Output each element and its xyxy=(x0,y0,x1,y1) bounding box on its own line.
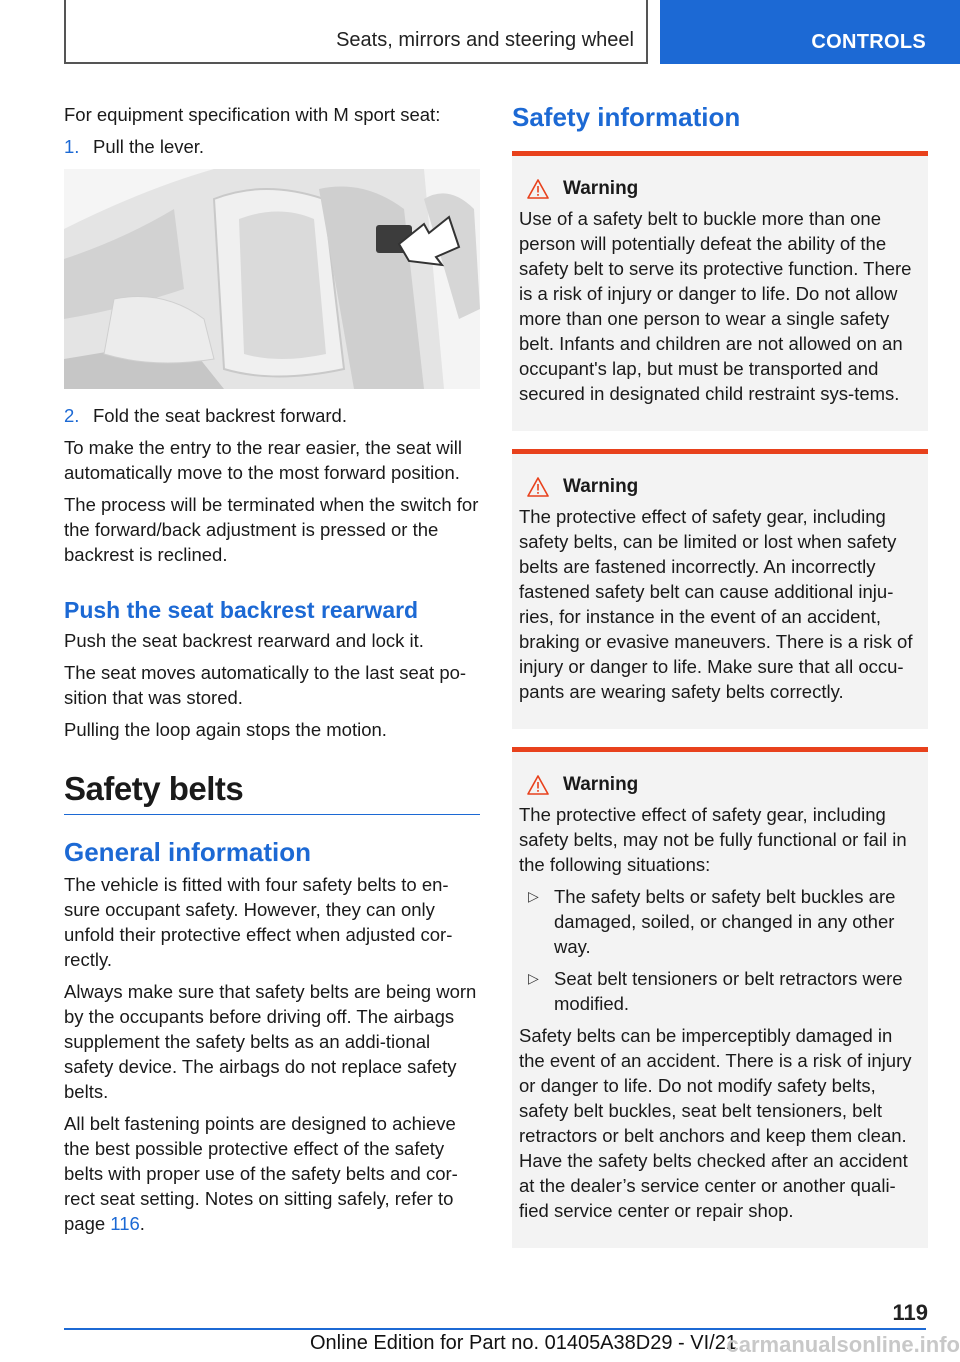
warning-box xyxy=(512,747,928,1248)
bullet-triangle-icon: ▷ xyxy=(528,970,539,986)
paragraph: The vehicle is fitted with four safety belts to en‐sure occupant safety. However, they can only unfold their protective effect when adjusted cor‐rectly. xyxy=(64,874,453,970)
paragraph: To make the entry to the rear easier, the seat will automatically move to the most forward position. xyxy=(64,437,462,483)
bullet-item xyxy=(519,884,922,959)
step-1 xyxy=(64,134,480,159)
bullet-text: The safety belts or safety belt buckles are damaged, soiled, or changed in any other way. xyxy=(554,886,896,957)
step-text: Fold the seat backrest forward. xyxy=(93,405,347,426)
step-number: 2. xyxy=(64,405,80,426)
seat-lever-illustration xyxy=(64,169,480,389)
paragraph: Pulling the loop again stops the motion. xyxy=(64,719,387,740)
warning-label: Warning xyxy=(563,774,639,795)
subheading-general-information: General information xyxy=(64,837,312,867)
step-number: 1. xyxy=(64,136,80,157)
section-title: Seats, mirrors and steering wheel xyxy=(336,29,634,51)
paragraph: Push the seat backrest rearward and lock it. xyxy=(64,630,424,651)
warning-header xyxy=(519,774,922,796)
warning-triangle-icon xyxy=(527,775,549,795)
warning-label: Warning xyxy=(563,178,639,199)
paragraph: Always make sure that safety belts are being worn by the occupants before driving off. The airbags supplement the safety belts as an addi‐tional safety device. The airbags do not replace safety belts. xyxy=(64,981,477,1102)
chapter-tab[interactable] xyxy=(660,0,960,64)
bullet-item xyxy=(519,966,922,1016)
warning-label: Warning xyxy=(563,476,639,497)
seat-illustration-graphic xyxy=(64,169,480,389)
warning-box xyxy=(512,449,928,729)
paragraph-end: . xyxy=(139,1213,145,1234)
heading-safety-information: Safety information xyxy=(512,102,741,132)
footer-edition: Online Edition for Part no. 01405A38D29 - VI/21 xyxy=(310,1332,737,1354)
bullet-triangle-icon: ▷ xyxy=(528,888,539,904)
warning-box xyxy=(512,151,928,431)
step-text: Pull the lever. xyxy=(93,136,205,157)
footer-rule xyxy=(64,1328,926,1330)
page-number: 119 xyxy=(892,1300,928,1325)
bullet-text: Seat belt tensioners or belt retractors were modified. xyxy=(554,968,903,1014)
right-column xyxy=(512,102,928,1266)
warning-text: Use of a safety belt to buckle more than one person will potentially defeat the ability of the safety belt to serve its protective function. There is a risk of injury or danger to life. Do not allow more than one person to wear a single safety belt. Infants and children are not allowed on an occupant's lap, but must be transported and secured in designated child restraint sys‐tems. xyxy=(519,208,912,404)
left-column xyxy=(64,102,480,1243)
running-header xyxy=(64,0,648,64)
warning-text: Safety belts can be imperceptibly damaged in the event of an accident. There is a risk of injury or danger to life. Do not modify safety belts, safety belt buckles, seat belt tensioners, belt retractors or belt anchors and keep them clean. Have the safety belts checked after an accident at the dealer’s service center or another quali‐fied service center or repair shop. xyxy=(519,1025,912,1221)
heading-safety-belts: Safety belts xyxy=(64,770,480,815)
subheading-push-backrest: Push the seat backrest rearward xyxy=(64,597,419,623)
warning-header xyxy=(519,476,922,498)
chapter-tab-label: CONTROLS xyxy=(811,31,926,53)
intro-text: For equipment specification with M sport seat: xyxy=(64,104,441,125)
warning-header xyxy=(519,178,922,200)
warning-text: The protective effect of safety gear, including safety belts, can be limited or lost when safety belts are fastened incorrectly. An incorrectly fastened safety belt can cause additional inju‐ries, for instance in the event of an accident, braking or evasive maneuvers. There is a risk of injury or danger to life. Make sure that all occu‐pants are wearing safety belts correctly. xyxy=(519,506,913,702)
paragraph-text: All belt fastening points are designed to achieve the best possible protective effect of the safety belts with proper use of the safety belts and cor‐rect seat setting. Notes on sitting safely, refer to page xyxy=(64,1113,458,1234)
paragraph: The seat moves automatically to the last seat po‐sition that was stored. xyxy=(64,662,467,708)
watermark: carmanualsonline.info xyxy=(726,1332,960,1357)
warning-triangle-icon xyxy=(527,477,549,497)
warning-intro: The protective effect of safety gear, including safety belts, may not be fully functional or fail in the following situations: xyxy=(519,804,907,875)
warning-triangle-icon xyxy=(527,179,549,199)
step-2 xyxy=(64,403,480,428)
paragraph xyxy=(64,1111,480,1236)
paragraph: The process will be terminated when the switch for the forward/back adjustment is pressed or the backrest is reclined. xyxy=(64,494,479,565)
page-reference-link[interactable]: 116 xyxy=(110,1213,140,1234)
